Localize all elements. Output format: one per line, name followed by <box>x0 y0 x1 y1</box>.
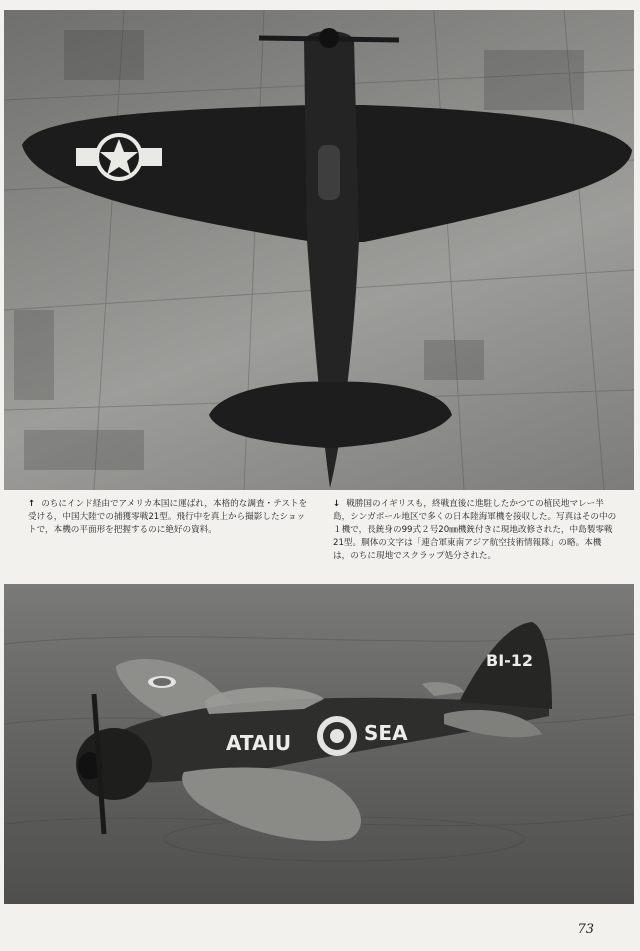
raf-roundel-icon <box>317 716 357 756</box>
top-photo-drawing <box>4 10 634 490</box>
page-number: 73 <box>577 922 594 937</box>
fuselage-text-left: ATAIU <box>226 731 292 755</box>
down-arrow-icon: ↓ <box>333 499 341 509</box>
top-aircraft-photo <box>4 10 634 490</box>
bottom-photo-drawing <box>4 584 634 904</box>
caption-right <box>333 498 618 580</box>
captions <box>28 498 618 580</box>
caption-right-text: 戦勝国のイギリスも，終戦直後に進駐したかつての植民地マレー半島，シンガポール地区で多くの日本陸海軍機を接収した。写真はその中の１機で，長銃身の99式２号20㎜機銃付きに現地改修された，中島製零戦21型。胴体の文字は「連合軍東南アジア航空技術情報隊」の略。本機は，のちに現地でスクラップ処分された。 <box>333 499 617 561</box>
up-arrow-icon: ↑ <box>28 499 36 509</box>
fuselage-text-right: SEA <box>364 721 408 745</box>
bottom-aircraft-photo <box>4 584 634 904</box>
caption-left <box>28 498 313 580</box>
tail-code: BI-12 <box>486 651 534 670</box>
caption-left-text: のちにインド経由でアメリカ本国に運ばれ，本格的な調査・テストを受ける，中国大陸での捕獲零戦21型。飛行中を真上から撮影したショットで，本機の平面形を把握するのに絶好の資料。 <box>28 499 308 535</box>
